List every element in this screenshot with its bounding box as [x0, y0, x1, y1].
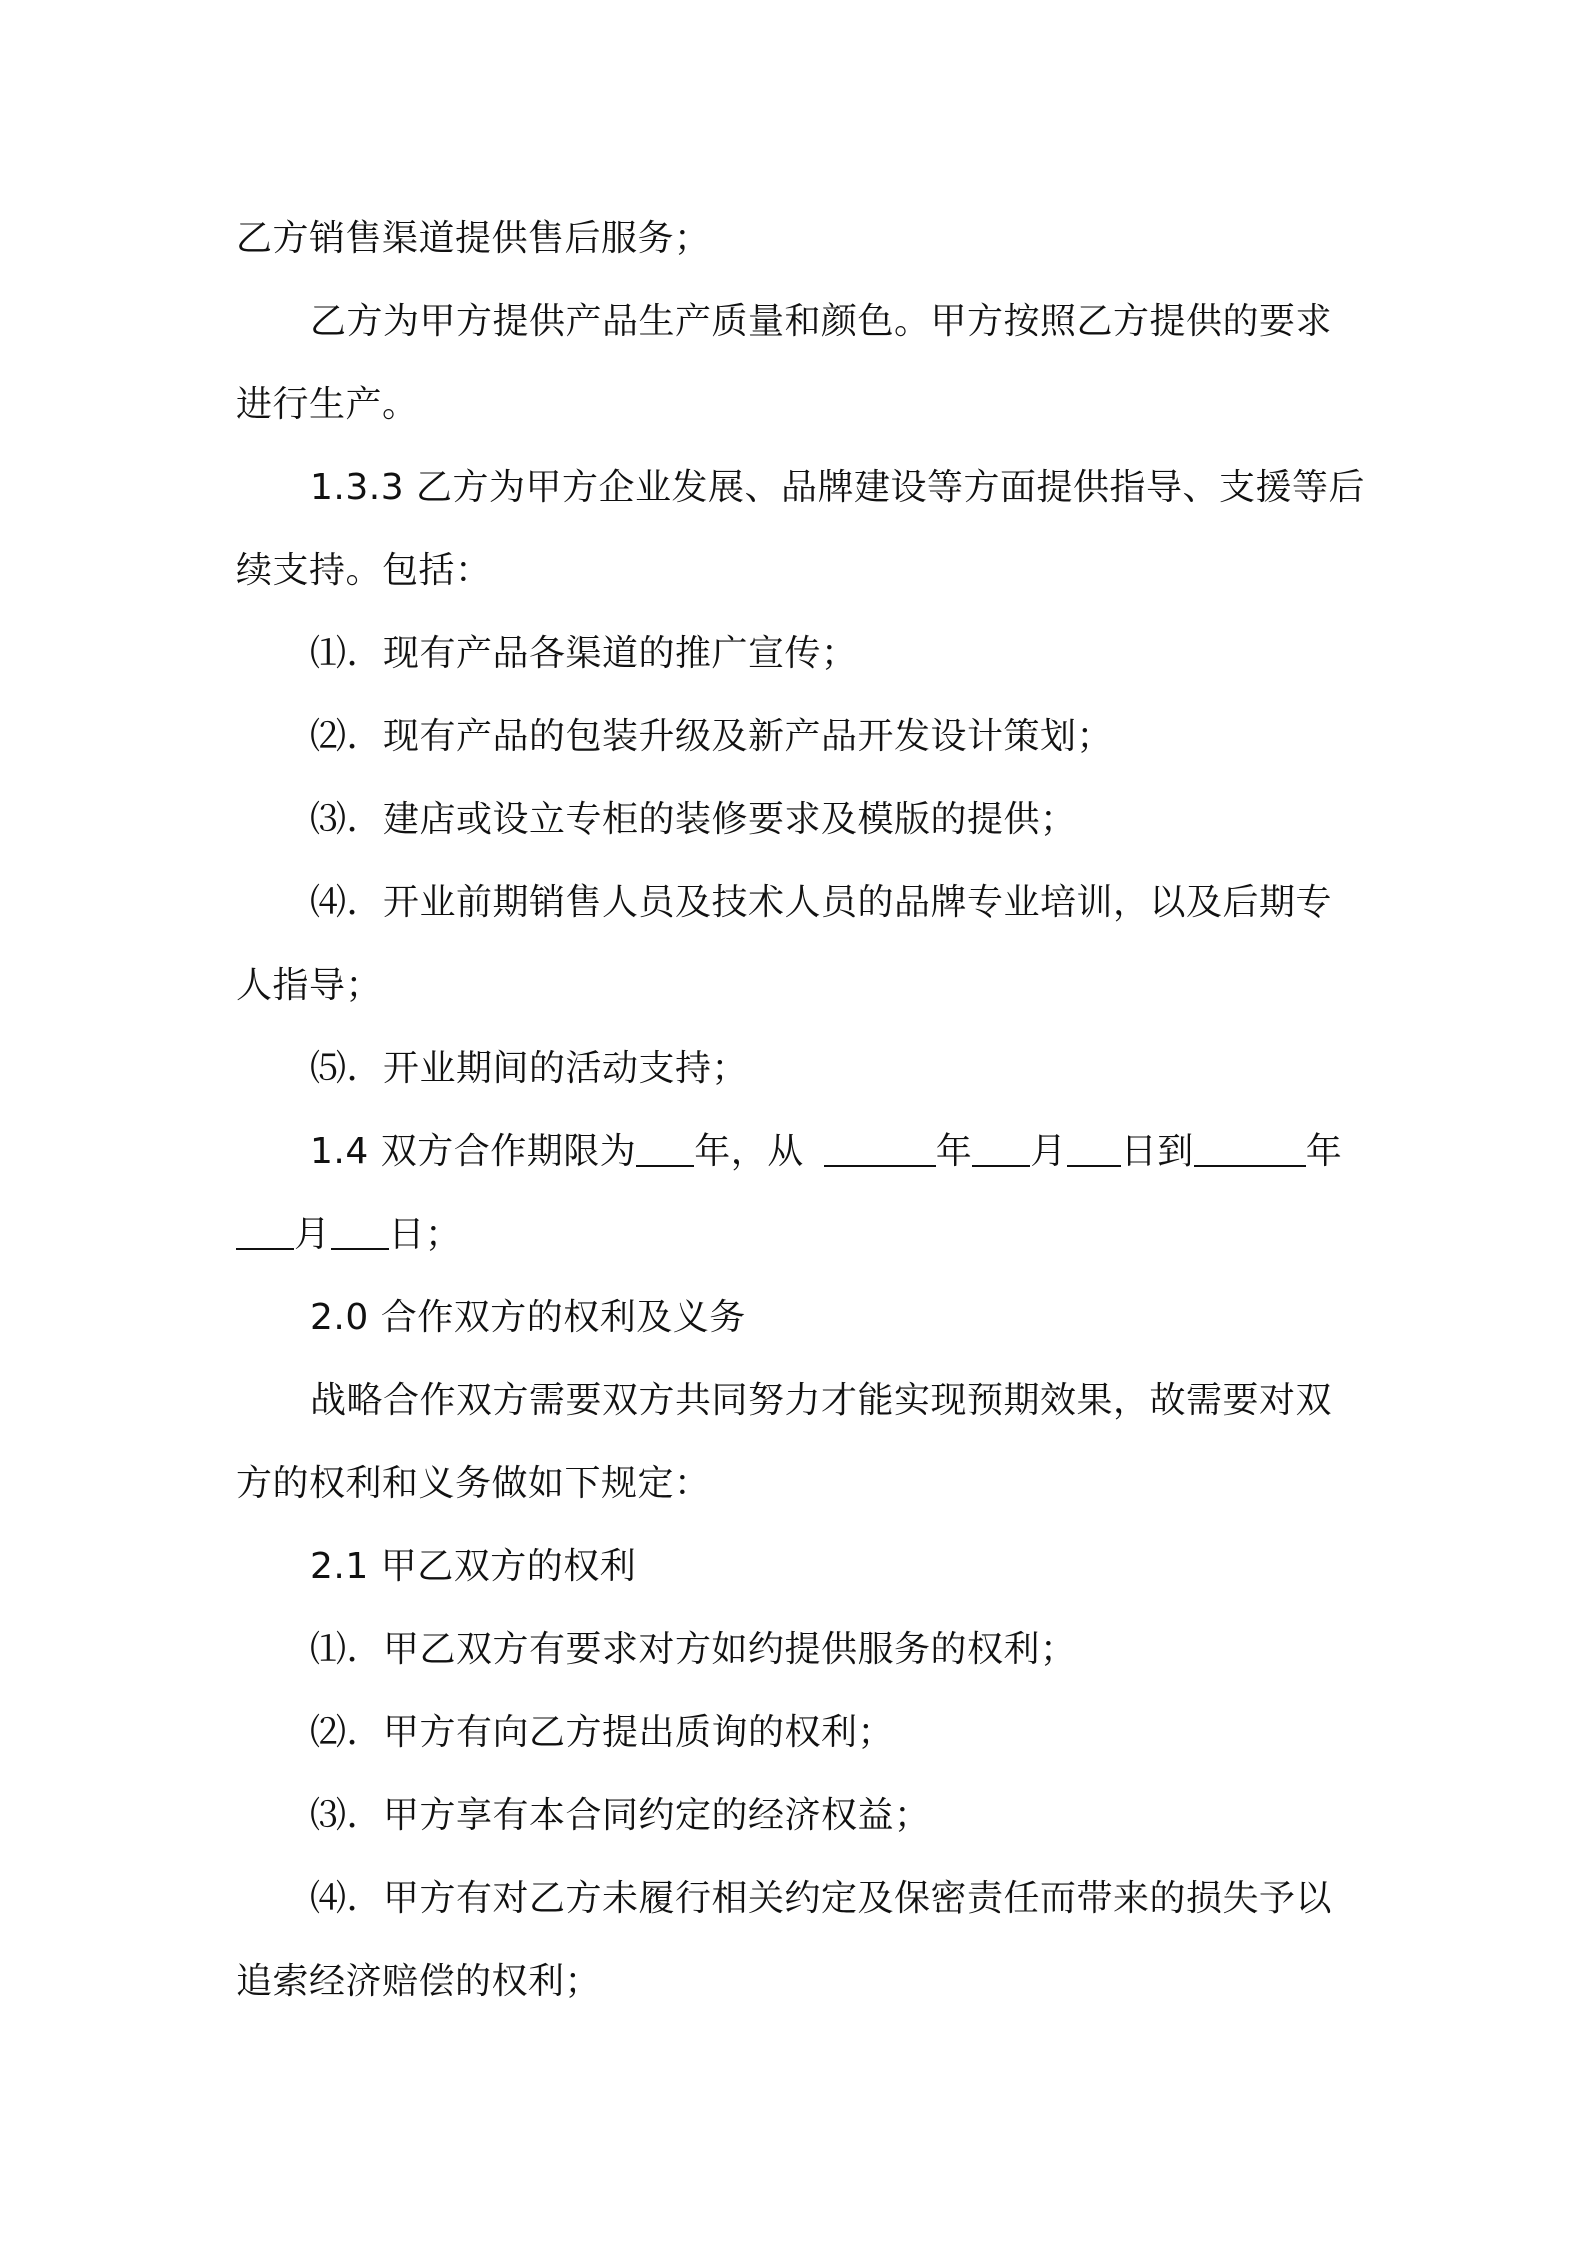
- end-year-label: 年: [1305, 1131, 1343, 1172]
- document-body: [236, 197, 1366, 2023]
- end-day-blank[interactable]: [331, 1214, 389, 1250]
- start-day-blank[interactable]: [1067, 1131, 1121, 1167]
- list-item: ⑸．开业期间的活动支持；: [310, 1048, 749, 1089]
- start-month-label: 月: [1030, 1131, 1067, 1172]
- section-heading: 2.0 合作双方的权利及义务: [310, 1297, 746, 1338]
- end-month-blank[interactable]: [236, 1214, 294, 1250]
- paragraph: 乙方为甲方提供产品生产质量和颜色。甲方按照乙方提供的要求进行生产。: [236, 301, 1333, 425]
- start-year-label: 年: [935, 1131, 973, 1172]
- term-prefix: 1.4 双方合作期限为: [310, 1131, 637, 1172]
- list-item: ⑷．甲方有对乙方未履行相关约定及保密责任而带来的损失予以追索经济赔偿的权利；: [236, 1878, 1333, 2002]
- list-item: ⑴．甲乙双方有要求对方如约提供服务的权利；: [310, 1629, 1077, 1670]
- clause-1-4-term: [236, 1110, 1366, 1276]
- paragraph: 乙方销售渠道提供售后服务；: [236, 218, 711, 259]
- end-year-blank[interactable]: [1194, 1131, 1306, 1167]
- list-item: ⑴．现有产品各渠道的推广宣传；: [310, 633, 858, 674]
- start-day-label: 日到: [1120, 1131, 1194, 1172]
- end-day-label: 日；: [388, 1214, 462, 1255]
- start-year-blank[interactable]: [824, 1131, 936, 1167]
- clause-1-3-3: 1.3.3 乙方为甲方企业发展、品牌建设等方面提供指导、支援等后续支持。包括：: [236, 467, 1366, 591]
- list-item: ⑵．甲方有向乙方提出质询的权利；: [310, 1712, 895, 1753]
- section-heading: 2.1 甲乙双方的权利: [310, 1546, 637, 1587]
- list-item: ⑷．开业前期销售人员及技术人员的品牌专业培训，以及后期专人指导；: [236, 882, 1333, 1006]
- list-item: ⑶．建店或设立专柜的装修要求及模版的提供；: [310, 799, 1077, 840]
- list-item: ⑶．甲方享有本合同约定的经济权益；: [310, 1795, 931, 1836]
- paragraph: 战略合作双方需要双方共同努力才能实现预期效果，故需要对双方的权利和义务做如下规定：: [236, 1380, 1333, 1504]
- end-month-label: 月: [294, 1214, 331, 1255]
- term-year-word: 年，从: [694, 1131, 804, 1172]
- term-years-blank[interactable]: [636, 1131, 694, 1167]
- start-month-blank[interactable]: [972, 1131, 1030, 1167]
- list-item: ⑵．现有产品的包装升级及新产品开发设计策划；: [310, 716, 1114, 757]
